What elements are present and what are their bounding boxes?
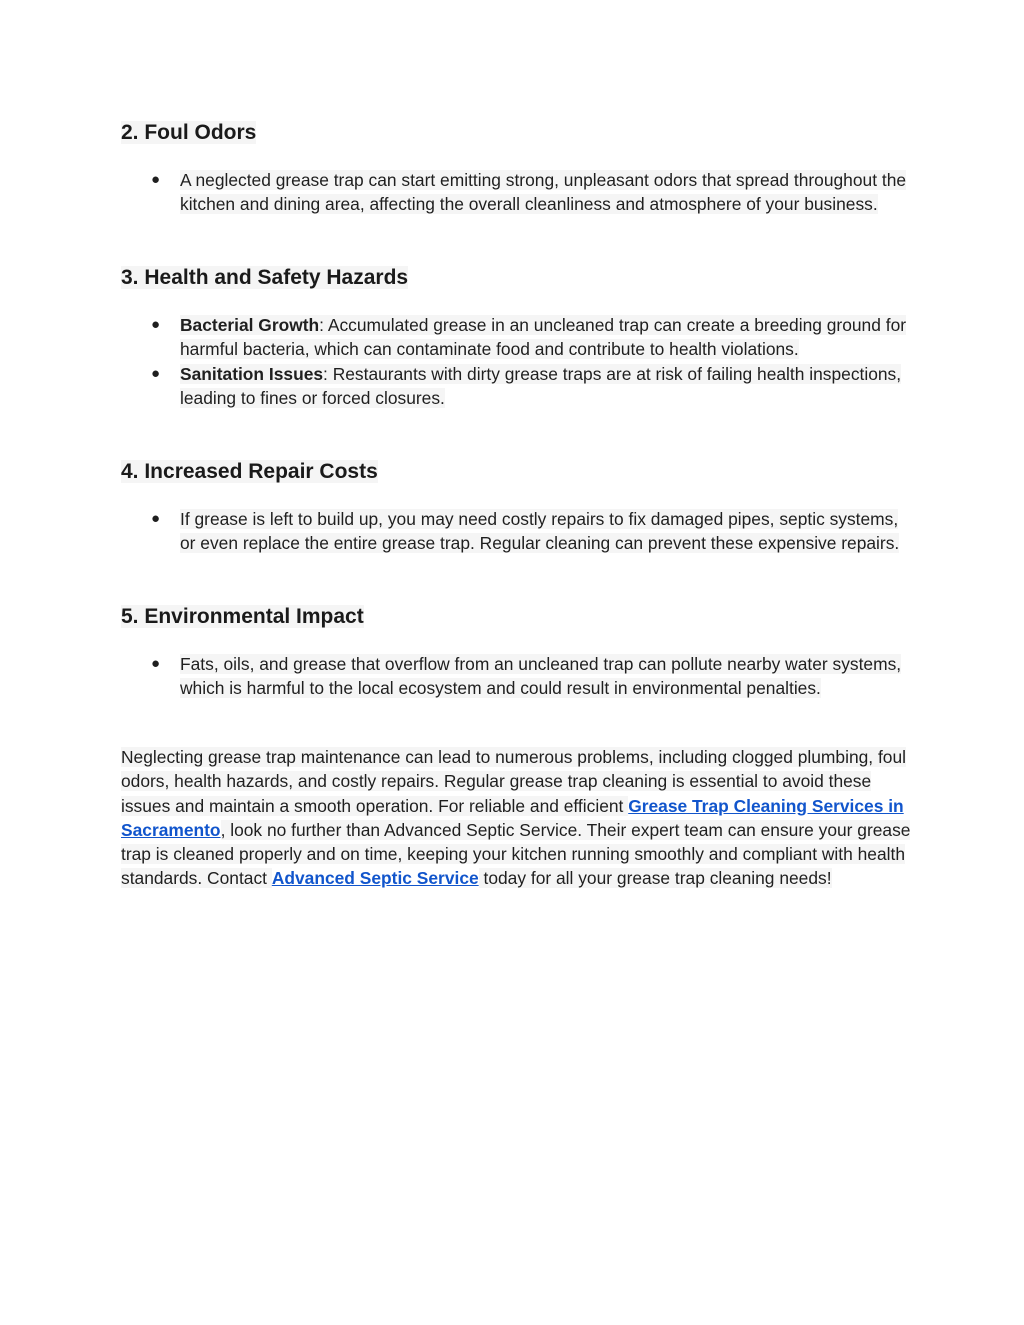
advanced-septic-service-link[interactable]: Advanced Septic Service: [271, 868, 479, 889]
list-item-text: A neglected grease trap can start emitting strong, unpleasant odors that spread throughout the kitchen and dining area, affecting the overall cleanliness and atmosphere of your business.: [180, 170, 907, 215]
list-item: [121, 507, 911, 556]
list-item-text: Restaurants with dirty grease traps are at risk of failing health inspections, leading to fines or forced closures.: [180, 363, 902, 408]
section-heading-repair-costs: 4. Increased Repair Costs: [121, 460, 378, 483]
list-item-text: Accumulated grease in an uncleaned trap can create a breeding ground for harmful bacteria, which can contaminate food and contribute to health violations.: [180, 315, 907, 360]
repair-costs-list: [121, 507, 911, 556]
bullet-icon: ●: [151, 364, 161, 382]
environmental-impact-list: [121, 652, 911, 701]
grease-trap-services-link[interactable]: Grease Trap Cleaning Services in Sacramento: [121, 795, 904, 840]
section-heading-health-safety: 3. Health and Safety Hazards: [121, 266, 409, 289]
bullet-icon: ●: [151, 510, 161, 527]
list-item: ● Bacterial Growth: Accumulated grease in an uncleaned trap can create a breeding ground for harmful bacteria, which can contaminate food and contribute to health violations.: [151, 315, 907, 360]
health-safety-list: [121, 313, 911, 410]
list-item: [121, 168, 911, 217]
section-heading-foul-odors: 2. Foul Odors: [121, 121, 257, 144]
list-item: [121, 652, 911, 701]
bullet-icon: ●: [151, 171, 161, 188]
section-heading-environmental-impact: 5. Environmental Impact: [121, 605, 364, 628]
list-item: ● Sanitation Issues: Restaurants with dirty grease traps are at risk of failing health inspections, leading to fines or forced closures.: [151, 363, 902, 408]
closing-paragraph: Neglecting grease trap maintenance can lead to numerous problems, including clogged plumbing, foul odors, health hazards, and costly repairs. Regular grease trap cleaning is essential to avoid these issues and maintain a smooth operation. For reliable and efficient Grease Trap Cleaning Services in Sacramento, look no further than Advanced Septic Service. Their expert team can ensure your grease trap is cleaned properly and on time, keeping your kitchen running smoothly and compliant with health standards. Contact Advanced Septic Service today for all your grease trap cleaning needs!: [121, 747, 911, 889]
list-item-text: If grease is left to build up, you may need costly repairs to fix damaged pipes, septic systems, or even replace the entire grease trap. Regular cleaning can prevent these expensive repairs.: [180, 509, 900, 554]
bullet-icon: ●: [151, 655, 161, 672]
bullet-icon: ●: [151, 316, 161, 333]
foul-odors-list: [121, 168, 911, 217]
list-item-text: Fats, oils, and grease that overflow from an uncleaned trap can pollute nearby water systems, which is harmful to the local ecosystem and could result in environmental penalties.: [180, 654, 902, 699]
list-item-term: Bacterial Growth: [180, 315, 320, 335]
list-item-term: Sanitation Issues: [180, 363, 324, 384]
